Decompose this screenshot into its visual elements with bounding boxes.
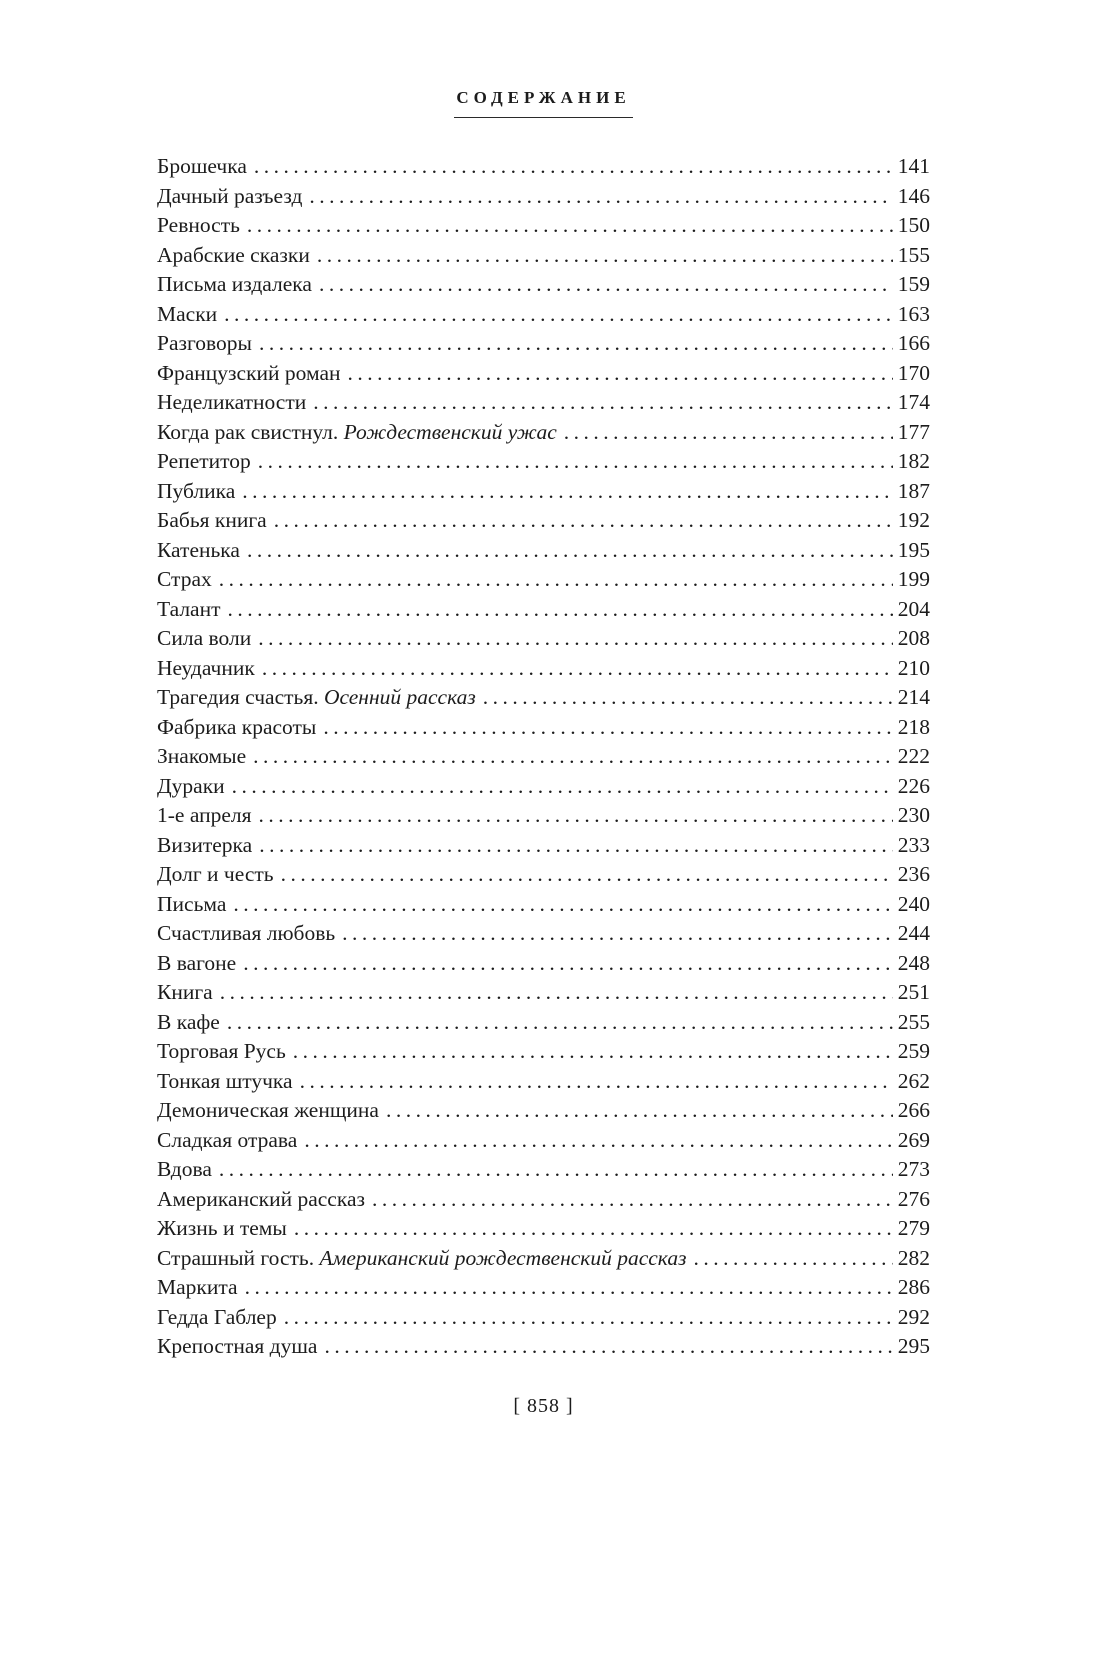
toc-entry — [157, 1185, 930, 1215]
toc-entry — [157, 860, 930, 890]
toc-entry-page: 236 — [897, 862, 930, 886]
toc-entry-page: 208 — [897, 626, 930, 650]
dot-leader — [259, 831, 893, 861]
toc-entry-title: Талант — [157, 596, 221, 621]
toc-entry — [157, 801, 930, 831]
toc-entry — [157, 890, 930, 920]
toc-entry — [157, 506, 930, 536]
toc-entry-page: 226 — [897, 773, 930, 798]
toc-entry-page: 141 — [897, 154, 930, 178]
toc-entry-page: 150 — [897, 213, 930, 237]
toc-entry — [157, 388, 930, 418]
toc-entry-title: Долг и честь — [157, 862, 274, 886]
toc-entry-page: 174 — [897, 390, 930, 414]
page-number: [ 858 ] — [513, 1394, 574, 1417]
toc-entry-page: 159 — [897, 272, 930, 296]
toc-entry-page: 292 — [897, 1304, 930, 1329]
toc-entry — [157, 270, 930, 300]
toc-entry-title: Счастливая любовь — [157, 921, 336, 945]
dot-leader — [243, 949, 893, 979]
toc-entry-page: 163 — [897, 301, 930, 326]
toc-entry-title: Брошечка — [157, 154, 247, 178]
toc-entry-page: 282 — [897, 1245, 930, 1270]
toc-entry — [157, 329, 930, 359]
toc-entry-page: 170 — [897, 360, 930, 385]
toc-entry-title: Сладкая отрава — [157, 1127, 298, 1152]
toc-entry-page: 286 — [897, 1275, 930, 1299]
dot-leader — [258, 624, 893, 654]
toc-entry-title: Вдова — [157, 1157, 212, 1181]
dot-leader — [258, 447, 893, 477]
dot-leader — [324, 1332, 892, 1362]
toc-entry-page: 248 — [897, 950, 930, 975]
dot-leader — [224, 300, 893, 330]
toc-entry-page: 222 — [897, 744, 930, 768]
toc-entry-page: 182 — [897, 449, 930, 473]
dot-leader — [304, 1126, 892, 1156]
dot-leader — [245, 1273, 893, 1303]
dot-leader — [219, 565, 893, 595]
dot-leader — [274, 506, 893, 536]
toc-entry-title: Визитерка — [157, 832, 253, 857]
toc-entry-page: 166 — [897, 331, 930, 355]
toc-entry-title: 1-е апреля — [157, 803, 252, 827]
toc-entry-page: 204 — [897, 596, 930, 621]
dot-leader — [232, 772, 893, 802]
toc-entry — [157, 536, 930, 566]
dot-leader — [300, 1067, 893, 1097]
toc-entry-page: 244 — [897, 921, 930, 945]
dot-leader — [254, 152, 893, 182]
dot-leader — [693, 1244, 892, 1274]
dot-leader — [342, 919, 893, 949]
toc-entry-title: Когда рак свистнул. Рождественский ужас — [157, 419, 557, 444]
page-title: СОДЕРЖАНИЕ — [454, 88, 632, 118]
toc-entry — [157, 1214, 930, 1244]
dot-leader — [313, 388, 893, 418]
toc-entry-title: Трагедия счастья. Осенний рассказ — [157, 685, 476, 709]
dot-leader — [293, 1037, 893, 1067]
toc-entry — [157, 418, 930, 448]
toc-entry-title: Бабья книга — [157, 508, 267, 532]
toc-entry-title: В кафе — [157, 1009, 220, 1034]
toc-entry-title: Книга — [157, 980, 213, 1004]
toc-entry-title: Гедда Габлер — [157, 1304, 277, 1329]
toc-entry-page: 259 — [897, 1039, 930, 1063]
toc-entry — [157, 1037, 930, 1067]
toc-entry — [157, 447, 930, 477]
toc-entry — [157, 1067, 930, 1097]
toc-entry — [157, 477, 930, 507]
dot-leader — [259, 801, 893, 831]
toc-entry-title: Ревность — [157, 213, 240, 237]
toc-entry-title: Письма — [157, 891, 227, 916]
toc-entry-title: Маркита — [157, 1275, 238, 1299]
dot-leader — [247, 211, 893, 241]
dot-leader — [564, 418, 893, 448]
toc-entry-title: Неделикатности — [157, 390, 307, 414]
toc-entry — [157, 565, 930, 595]
toc-entry — [157, 978, 930, 1008]
toc-entry — [157, 182, 930, 212]
toc-entry-page: 295 — [897, 1334, 930, 1358]
toc-entry — [157, 624, 930, 654]
toc-entry — [157, 831, 930, 861]
dot-leader — [372, 1185, 893, 1215]
toc-entry-title: В вагоне — [157, 950, 237, 975]
dot-leader — [319, 270, 893, 300]
dot-leader — [219, 1155, 893, 1185]
dot-leader — [348, 359, 893, 389]
toc-entry — [157, 359, 930, 389]
toc-entry-page: 177 — [897, 419, 930, 444]
dot-leader — [309, 182, 892, 212]
toc-entry — [157, 683, 930, 713]
toc-entry-title: Торговая Русь — [157, 1039, 286, 1063]
toc-entry — [157, 1244, 930, 1274]
toc-entry-title: Американский рассказ — [157, 1186, 366, 1211]
toc-entry — [157, 1303, 930, 1333]
toc-entry-title: Тонкая штучка — [157, 1068, 293, 1093]
toc-entry-page: 214 — [897, 685, 930, 709]
toc-entry-page: 273 — [897, 1157, 930, 1181]
toc-entry-title: Катенька — [157, 537, 240, 562]
toc-entry-page: 187 — [897, 478, 930, 503]
toc-entry — [157, 241, 930, 271]
toc-entry-title: Письма издалека — [157, 272, 312, 296]
toc-entry-title: Страшный гость. Американский рождественский рассказ — [157, 1245, 687, 1270]
toc-entry-page: 210 — [897, 655, 930, 680]
toc-entry — [157, 211, 930, 241]
toc-list — [157, 152, 930, 1362]
dot-leader — [220, 978, 893, 1008]
toc-entry-title: Разговоры — [157, 331, 252, 355]
toc-entry-page: 155 — [897, 242, 930, 267]
dot-leader — [386, 1096, 893, 1126]
dot-leader — [253, 742, 893, 772]
toc-entry-page: 279 — [897, 1216, 930, 1240]
toc-entry-title: Сила воли — [157, 626, 252, 650]
toc-entry-title: Маски — [157, 301, 218, 326]
toc-entry-page: 255 — [897, 1009, 930, 1034]
toc-entry — [157, 1155, 930, 1185]
toc-entry — [157, 772, 930, 802]
toc-entry-title: Демоническая женщина — [157, 1098, 379, 1122]
toc-entry — [157, 152, 930, 182]
toc-entry-title: Репетитор — [157, 449, 251, 473]
toc-entry-title: Французский роман — [157, 360, 341, 385]
toc-entry-title: Дачный разъезд — [157, 183, 303, 208]
dot-leader — [323, 713, 892, 743]
toc-entry — [157, 742, 930, 772]
dot-leader — [294, 1214, 893, 1244]
toc-entry — [157, 919, 930, 949]
toc-entry-page: 251 — [897, 980, 930, 1004]
toc-entry — [157, 654, 930, 684]
toc-entry — [157, 713, 930, 743]
dot-leader — [259, 329, 893, 359]
toc-entry — [157, 1332, 930, 1362]
toc-header-wrap — [157, 88, 930, 118]
toc-entry-title: Знакомые — [157, 744, 247, 768]
toc-entry — [157, 949, 930, 979]
toc-entry-title: Арабские сказки — [157, 242, 310, 267]
toc-entry — [157, 595, 930, 625]
toc-entry — [157, 300, 930, 330]
toc-entry-page: 192 — [897, 508, 930, 532]
toc-entry-page: 269 — [897, 1127, 930, 1152]
toc-entry-page: 276 — [897, 1186, 930, 1211]
toc-entry-page: 240 — [897, 891, 930, 916]
toc-entry-title: Жизнь и темы — [157, 1216, 287, 1240]
dot-leader — [284, 1303, 893, 1333]
dot-leader — [281, 860, 893, 890]
toc-entry-page: 146 — [897, 183, 930, 208]
toc-entry — [157, 1126, 930, 1156]
toc-entry-page: 233 — [897, 832, 930, 857]
dot-leader — [233, 890, 892, 920]
toc-entry-page: 195 — [897, 537, 930, 562]
dot-leader — [262, 654, 893, 684]
toc-entry-title: Страх — [157, 567, 212, 591]
dot-leader — [483, 683, 893, 713]
toc-entry-page: 230 — [897, 803, 930, 827]
dot-leader — [242, 477, 892, 507]
toc-entry-title: Крепостная душа — [157, 1334, 318, 1358]
dot-leader — [317, 241, 893, 271]
dot-leader — [247, 536, 893, 566]
toc-entry-title: Неудачник — [157, 655, 255, 680]
toc-entry-page: 199 — [897, 567, 930, 591]
toc-entry — [157, 1008, 930, 1038]
toc-entry-title: Публика — [157, 478, 236, 503]
toc-entry — [157, 1273, 930, 1303]
dot-leader — [227, 1008, 893, 1038]
toc-entry-page: 218 — [897, 714, 930, 739]
toc-entry-title: Дураки — [157, 773, 225, 798]
toc-entry-page: 262 — [897, 1068, 930, 1093]
toc-entry-title: Фабрика красоты — [157, 714, 317, 739]
toc-entry — [157, 1096, 930, 1126]
toc-entry-page: 266 — [897, 1098, 930, 1122]
dot-leader — [228, 595, 893, 625]
